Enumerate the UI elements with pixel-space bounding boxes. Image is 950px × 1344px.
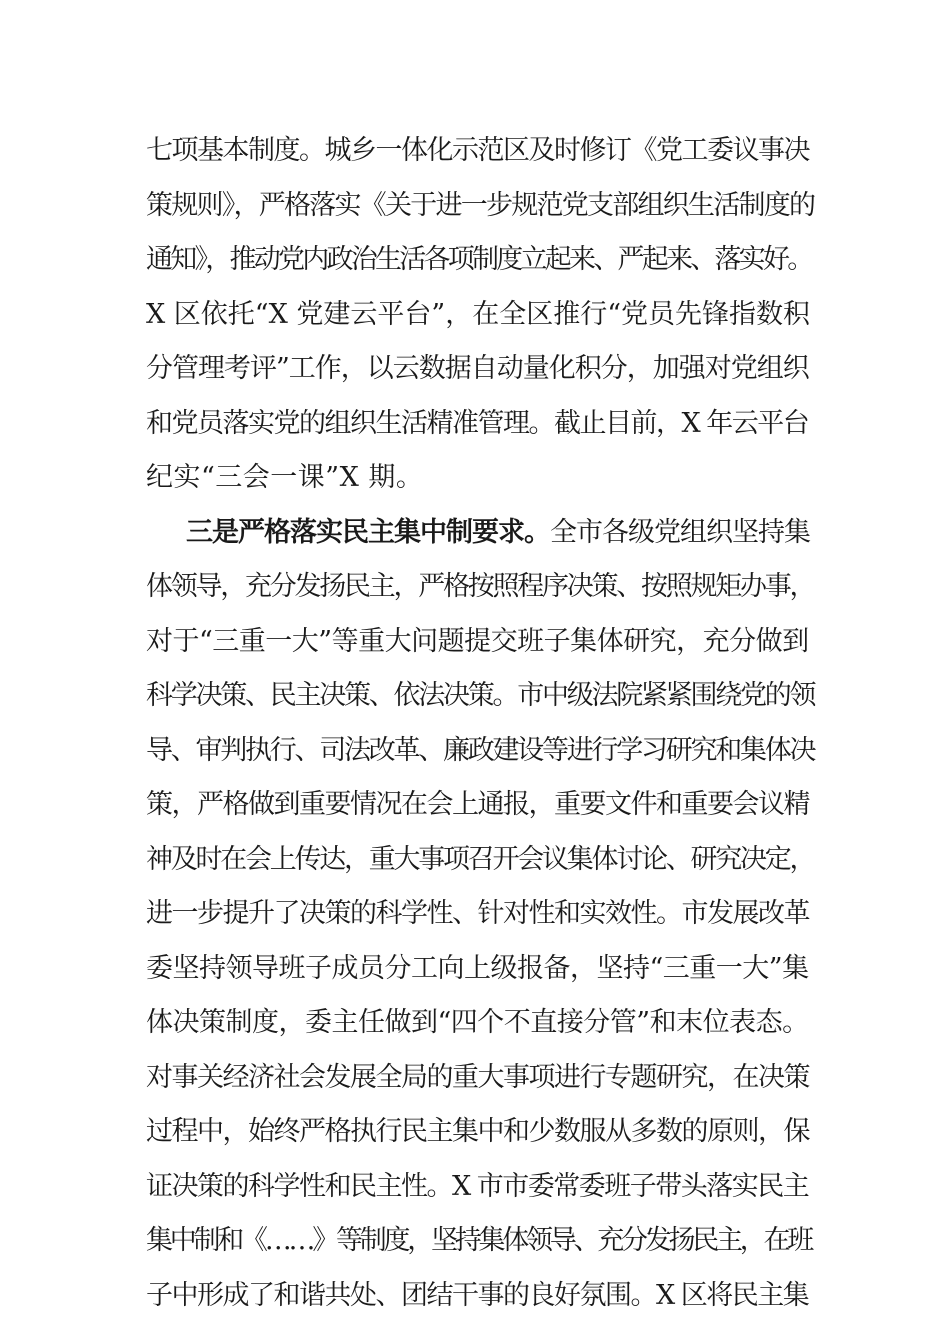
text-line (146, 124, 814, 179)
text-line (146, 560, 814, 615)
text-line (146, 179, 814, 234)
line-text: 证决策的科学性和民主性。X 市市委常委班子带头落实民主 (146, 1170, 809, 1202)
line-text: 通知》，推动党内政治生活各项制度立起来、严起来、落实好。 (146, 244, 812, 275)
text-line (146, 996, 814, 1051)
text-line (146, 942, 814, 997)
text-line (146, 1269, 814, 1324)
line-text: 体决策制度，委主任做到“四个不直接分管”和末位表态。 (146, 1007, 809, 1038)
line-text: 集中制和《……》等制度，坚持集体领导、充分发扬民主，在班 (146, 1225, 811, 1256)
line-text: 策规则》，严格落实《关于进一步规范党支部组织生活制度的 (146, 189, 815, 221)
line-text: 过程中，始终严格执行民主集中和少数服从多数的原则，保 (146, 1116, 809, 1147)
line-text: 进一步提升了决策的科学性、针对性和实效性。市发展改革 (146, 898, 809, 929)
text-line (146, 506, 814, 561)
line-text: 和党员落实党的组织生活精准管理。截止目前，X 年云平台 (146, 407, 809, 439)
line-text: 全市各级党组织坚持集 (550, 516, 810, 548)
line-text: 科学决策、民主决策、依法决策。市中级法院紧紧围绕党的领 (146, 680, 815, 711)
text-line (146, 724, 814, 779)
text-line (146, 397, 814, 452)
text-line (146, 233, 814, 288)
line-text: 委坚持领导班子成员分工向上级报备，坚持“三重一大”集 (146, 952, 809, 984)
text-line (146, 1051, 814, 1106)
text-line (146, 451, 814, 506)
text-line (146, 887, 814, 942)
line-text: 分管理考评”工作，以云数据自动量化积分，加强对党组织 (146, 353, 809, 384)
text-line (146, 342, 814, 397)
line-text: 导、审判执行、司法改革、廉政建设等进行学习研究和集体决 (146, 734, 815, 766)
text-line (146, 1214, 814, 1269)
text-line (146, 1160, 814, 1215)
line-text: 体领导，充分发扬民主，严格按照程序决策、按照规矩办事， (146, 571, 815, 602)
text-line (146, 615, 814, 670)
line-text: 策，严格做到重要情况在会上通报，重要文件和重要会议精 (146, 789, 809, 820)
line-text: 纪实“三会一课”X 期。 (146, 462, 424, 493)
line-text: X 区依托“X 党建云平台”，在全区推行“党员先锋指数积 (146, 298, 811, 330)
text-line (146, 288, 814, 343)
body-text (146, 124, 814, 1323)
line-text: 对事关经济社会发展全局的重大事项进行专题研究，在决策 (146, 1061, 809, 1093)
section-heading-lead: 三是严格落实民主集中制要求。 (186, 516, 550, 548)
line-text: 七项基本制度。城乡一体化示范区及时修订《党工委议事决 (146, 135, 809, 166)
text-line (146, 669, 814, 724)
text-line (146, 833, 814, 888)
text-line (146, 778, 814, 833)
line-text: 子中形成了和谐共处、团结干事的良好氛围。X 区将民主集 (146, 1279, 809, 1311)
line-text: 神及时在会上传达，重大事项召开会议集体讨论、研究决定， (146, 843, 815, 875)
line-text: 对于“三重一大”等重大问题提交班子集体研究，充分做到 (146, 625, 809, 657)
text-line (146, 1105, 814, 1160)
